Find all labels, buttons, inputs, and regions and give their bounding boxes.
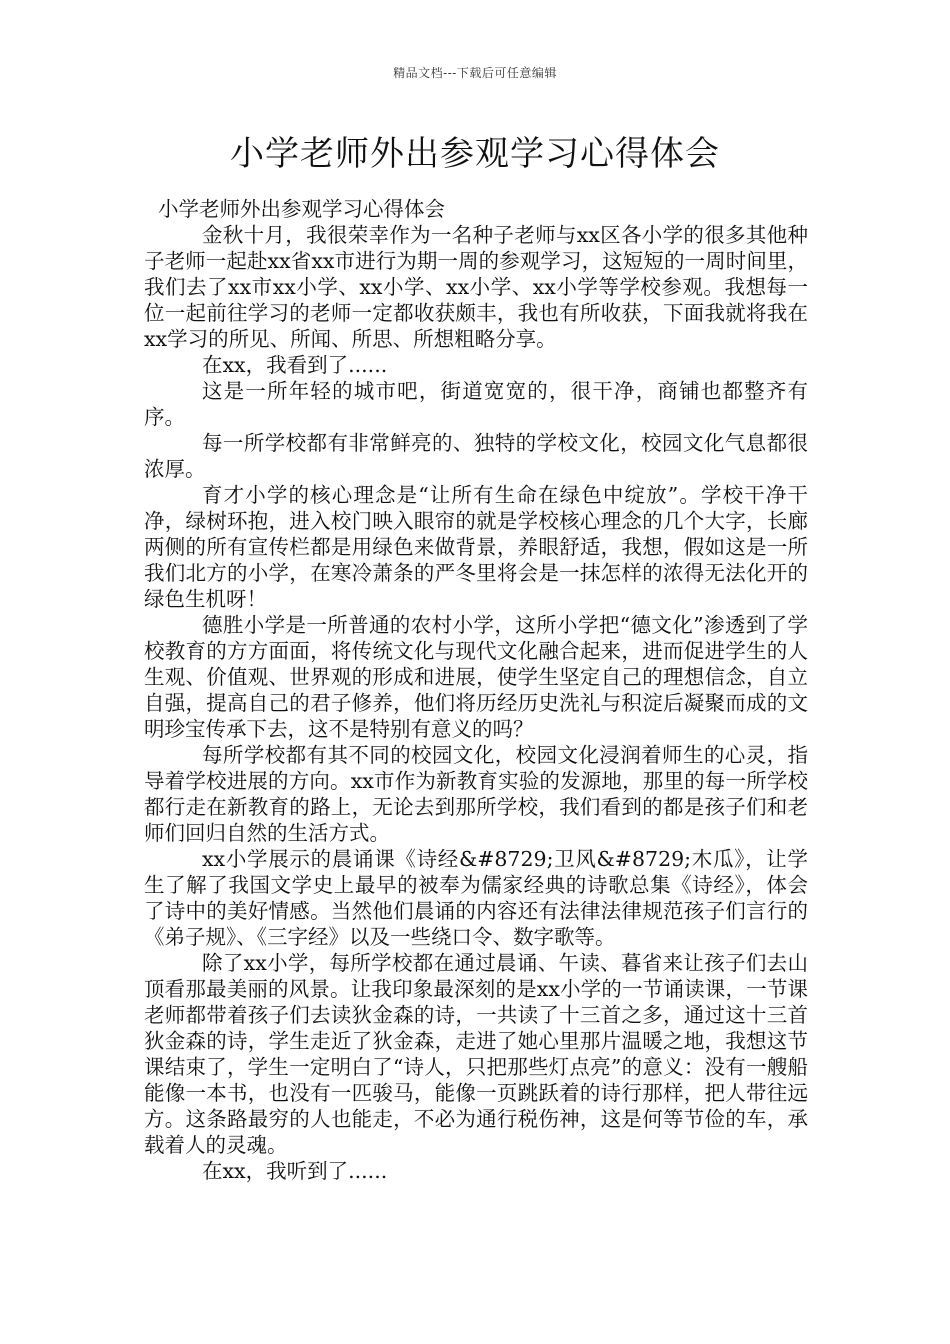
paragraph: xx小学展示的晨诵课《诗经&#8729;卫风&#8729;木瓜》，让学生了解了我国文学史上最早的被奉为儒家经典的诗歌总集《诗经》，体会了诗中的美好情感。当然他们晨诵的内容还有法律法律规范孩子们言行的《弟子规》、《三字经》以及一些绕口令、数字歌等。: [144, 847, 808, 949]
document-body: [144, 196, 808, 1184]
paragraph: 金秋十月，我很荣幸作为一名种子老师与xx区各小学的很多其他种子老师一起赴xx省xx市进行为期一周的参观学习，这短短的一周时间里，我们去了xx市xx小学、xx小学、xx小学、xx小学等学校参观。我想每一位一起前往学习的老师一定都收获颇丰，我也有所收获，下面我就将我在xx学习的所见、所闻、所思、所想粗略分享。: [144, 223, 808, 351]
document-subtitle: 小学老师外出参观学习心得体会: [158, 197, 445, 221]
paragraph: 在xx，我听到了......: [202, 1159, 388, 1183]
paragraph: 这是一所年轻的城市吧，街道宽宽的，很干净，商铺也都整齐有序。: [144, 379, 808, 429]
document-title: 小学老师外出参观学习心得体会: [230, 134, 720, 174]
paragraph: 除了xx小学，每所学校都在通过晨诵、午读、暮省来让孩子们去山顶看那最美丽的风景。让我印象最深刻的是xx小学的一节诵读课，一节课老师都带着孩子们去读狄金森的诗，一共读了十三首之多，通过这十三首狄金森的诗，学生走近了狄金森，走进了她心里那片温暖之地，我想这节课结束了，学生一定明白了“诗人，只把那些灯点亮”的意义：没有一艘船能像一本书，也没有一匹骏马，能像一页跳跃着的诗行那样，把人带往远方。这条路最穷的人也能走，不必为通行税伤神，这是何等节俭的车，承载着人的灵魂。: [144, 951, 808, 1157]
paragraph: 每一所学校都有非常鲜亮的、独特的学校文化，校园文化气息都很浓厚。: [144, 431, 808, 481]
paragraph: 德胜小学是一所普通的农村小学，这所小学把“德文化”渗透到了学校教育的方方面面，将传统文化与现代文化融合起来，进而促进学生的人生观、价值观、世界观的形成和进展，使学生坚定自己的理想信念，自立自强，提高自己的君子修养，他们将历经历史洗礼与积淀后凝聚而成的文明珍宝传承下去，这不是特别有意义的吗？: [144, 613, 808, 741]
paragraph: 每所学校都有其不同的校园文化，校园文化浸润着师生的心灵，指导着学校进展的方向。xx市作为新教育实验的发源地，那里的每一所学校都行走在新教育的路上，无论去到那所学校，我们看到的都是孩子们和老师们回归自然的生活方式。: [144, 743, 808, 845]
paragraph: 育才小学的核心理念是“让所有生命在绿色中绽放”。学校干净干净，绿树环抱，进入校门映入眼帘的就是学校核心理念的几个大字，长廊两侧的所有宣传栏都是用绿色来做背景，养眼舒适，我想，假如这是一所我们北方的小学，在寒冷萧条的严冬里将会是一抹怎样的浓得无法化开的绿色生机呀！: [144, 483, 808, 611]
paragraph: 在xx，我看到了......: [202, 353, 388, 377]
header-note: 精品文档---下载后可任意编辑: [393, 66, 557, 80]
